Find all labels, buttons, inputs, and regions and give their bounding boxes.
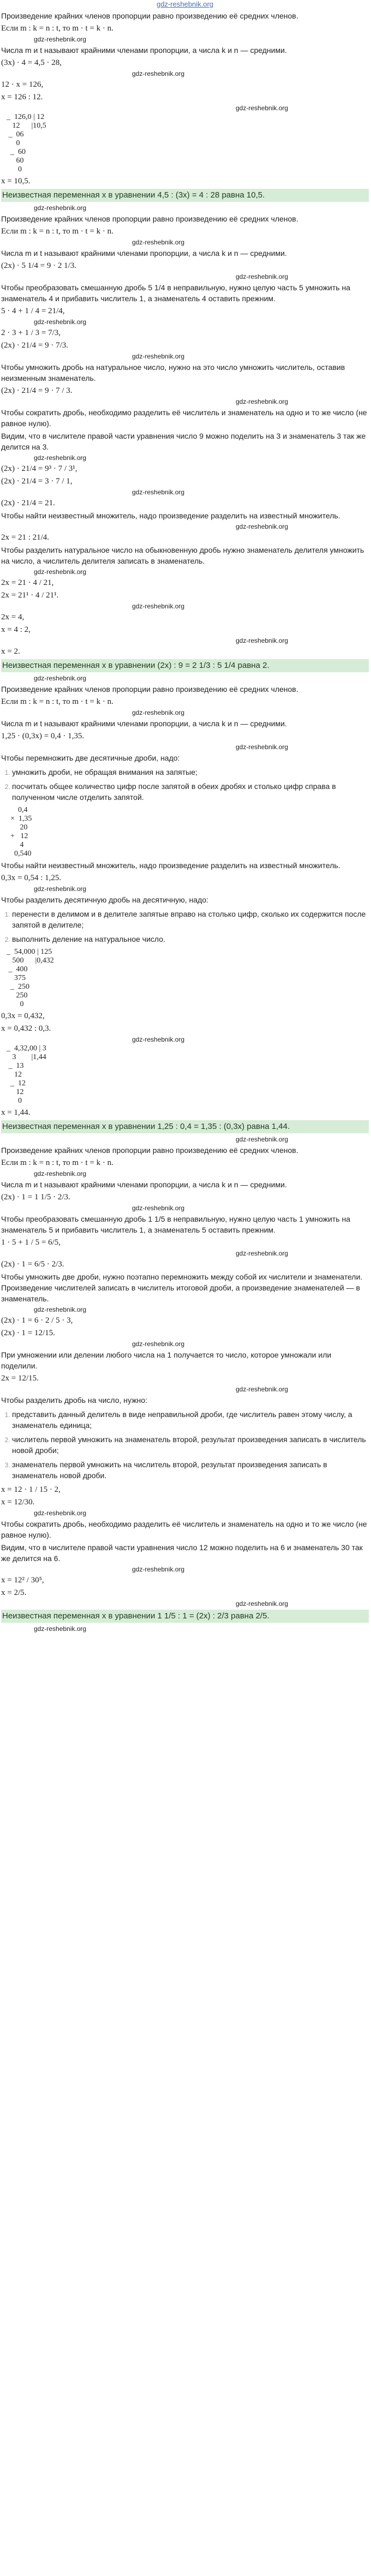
text-line: Произведение крайних членов пропорции равно произведению её средних членов. — [1, 214, 298, 223]
text-line: Чтобы перемножить две десятичные дроби, надо: — [1, 754, 180, 762]
watermark: gdz-reshebnik.org — [236, 398, 289, 405]
text-line: Числа m и t называют крайними членами пропорции, а числа k и n — средними. — [1, 719, 287, 728]
watermark: gdz-reshebnik.org — [34, 1306, 87, 1313]
math-line: (2x) · 21/4 = 3 · 7 / 1, — [1, 477, 73, 486]
watermark: gdz-reshebnik.org — [132, 488, 185, 496]
watermark-row — [1, 743, 369, 751]
step-item: 1. умножить дроби, не обращая внимания на запятые; — [12, 767, 369, 778]
steps-list — [1, 767, 369, 803]
math-line: (2x) · 1 = 6 · 2 / 5 · 3, — [1, 1316, 73, 1325]
steps-list — [1, 909, 369, 945]
watermark: gdz-reshebnik.org — [236, 1385, 289, 1393]
solution-section — [1, 213, 369, 682]
math-line: x = 12 · 1 / 15 · 2, — [1, 1485, 61, 1494]
text-line: Видим, что в числителе правой части уравнения число 12 можно поделить на 6 и знаменатель 30 так же делится на 6. — [1, 1543, 363, 1563]
watermark: gdz-reshebnik.org — [236, 1135, 289, 1143]
watermark: gdz-reshebnik.org — [236, 1600, 289, 1607]
answer-banner: Неизвестная переменная x в уравнении 4,5 : (3x) = 4 : 28 равна 10,5. — [1, 189, 369, 202]
watermark: gdz-reshebnik.org — [236, 104, 289, 112]
watermark-row — [1, 1135, 369, 1143]
watermark: gdz-reshebnik.org — [34, 454, 87, 462]
watermark: gdz-reshebnik.org — [236, 1250, 289, 1257]
watermark-row — [1, 352, 369, 360]
watermark-row — [1, 204, 369, 212]
math-line: Если m : k = n : t, то m · t = k · n. — [1, 227, 113, 236]
step-item: 2. выполнить деление на натуральное число. — [12, 934, 369, 945]
watermark-row — [1, 488, 369, 496]
text-line: Чтобы найти неизвестный множитель, надо произведение разделить на известный множитель. — [1, 511, 340, 520]
text-line: Чтобы разделить десятичную дробь на десятичную, надо: — [1, 895, 208, 904]
text-line: Чтобы умножить две дроби, нужно поэтапно перемножить между собой их числители и знаменатели. Произведение числителей записать в числитель итоговой дроби, а произведение знаменателей — в знаменатель. — [1, 1272, 363, 1303]
watermark: gdz-reshebnik.org — [236, 637, 289, 644]
text-line: Произведение крайних членов пропорции равно произведению её средних членов. — [1, 11, 298, 20]
watermark-row — [1, 523, 369, 530]
math-line: (2x) · 1 = 12/15. — [1, 1329, 55, 1337]
watermark: gdz-reshebnik.org — [132, 602, 185, 610]
watermark-row — [1, 398, 369, 405]
watermark-row — [1, 318, 369, 326]
math-line: 2x = 21 : 21/4. — [1, 533, 50, 542]
watermark-row — [1, 1204, 369, 1212]
math-line: x = 126 : 12. — [1, 93, 43, 101]
math-line: 1,25 · (0,3x) = 0,4 · 1,35. — [1, 732, 85, 740]
watermark: gdz-reshebnik.org — [34, 318, 87, 326]
watermark-row — [1, 1340, 369, 1348]
watermark: gdz-reshebnik.org — [132, 1340, 185, 1348]
math-line: 12 · x = 126, — [1, 80, 44, 89]
math-line: (2x) · 21/4 = 21. — [1, 499, 55, 507]
text-line: Чтобы умножить дробь на натуральное число, нужно на это число умножить числитель, оставив неизменным знаменатель. — [1, 363, 345, 382]
step-item: 3. знаменатель первой умножить на числитель второй, результат произведения записать в знаменатель новой дроби. — [12, 1459, 369, 1481]
text-line: При умножении или делении любого числа на 1 получается то число, которое умножали или поделили. — [1, 1350, 332, 1370]
watermark-row — [1, 70, 369, 77]
text-line: Чтобы сократить дробь, необходимо разделить её числитель и знаменатель на одно и то же число (не равное нулю). — [1, 1520, 367, 1539]
solution-section — [1, 684, 369, 1143]
watermark: gdz-reshebnik.org — [132, 1204, 185, 1212]
solution-content — [1, 10, 369, 1633]
math-line: 2x = 4, — [1, 613, 25, 621]
math-line: Если m : k = n : t, то m · t = k · n. — [1, 697, 113, 706]
watermark: gdz-reshebnik.org — [132, 70, 185, 77]
text-line: Числа m и t называют крайними членами пропорции, а числа k и n — средними. — [1, 46, 287, 55]
answer-banner: Неизвестная переменная x в уравнении 1,25 : 0,4 = 1,35 : (0,3x) равна 1,44. — [1, 1120, 369, 1133]
watermark: gdz-reshebnik.org — [34, 35, 87, 43]
text-line: Чтобы преобразовать смешанную дробь 5 1/4 в неправильную, нужно целую часть 5 умножить на знаменатель 4 и прибавить числитель 1, а знаменатель 4 оставить прежним. — [1, 283, 350, 303]
watermark-row — [1, 1625, 369, 1633]
watermark-row — [1, 1600, 369, 1607]
math-line: 0,3x = 0,432, — [1, 1012, 45, 1020]
watermark: gdz-reshebnik.org — [34, 1625, 87, 1633]
math-line: (3x) · 4 = 4,5 · 28, — [1, 58, 62, 67]
watermark-row — [1, 454, 369, 462]
watermark-row — [1, 238, 369, 246]
math-line: (2x) · 21/4 = 9 · 7 / 3. — [1, 386, 73, 395]
watermark: gdz-reshebnik.org — [34, 204, 87, 212]
step-item: 2. посчитать общее количество цифр после запятой в обеих дробях и столько цифр справа в полученном числе отделить запятой. — [12, 781, 369, 803]
solution-section — [1, 10, 369, 212]
answer-banner: Неизвестная переменная x в уравнении 1 1/5 : 1 = (2x) : 2/3 равна 2/5. — [1, 1610, 369, 1623]
watermark: gdz-reshebnik.org — [132, 352, 185, 360]
math-line: x = 4 : 2, — [1, 625, 31, 634]
math-line: 2x = 21 · 4 / 21, — [1, 578, 54, 587]
text-line: Видим, что в числителе правой части уравнения число 9 можно поделить на 3 и знаменатель 3 так же делится на 3. — [1, 432, 366, 451]
watermark-row — [1, 1170, 369, 1178]
math-line: 1 · 5 + 1 / 5 = 6/5, — [1, 1238, 61, 1247]
watermark: gdz-reshebnik.org — [236, 273, 289, 280]
multiplication-block: 0,4 × 1,35 20 + 12 4 0,540 — [10, 806, 32, 858]
watermark-row — [1, 1036, 369, 1043]
math-line: x = 2. — [1, 647, 20, 656]
result-line: x = 10,5. — [1, 177, 31, 186]
watermark-row — [1, 35, 369, 43]
steps-list — [1, 1409, 369, 1481]
text-line: Числа m и t называют крайними членами пропорции, а числа k и n — средними. — [1, 1180, 287, 1189]
text-line: Произведение крайних членов пропорции равно произведению её средних членов. — [1, 685, 298, 694]
step-item: 2. числитель первой умножить на знаменатель второй, результат произведения записать в числитель новой дроби; — [12, 1434, 369, 1456]
watermark: gdz-reshebnik.org — [34, 568, 87, 576]
watermark-row — [1, 602, 369, 610]
math-line: (2x) · 1 = 1 1/5 · 2/3. — [1, 1193, 70, 1202]
math-line: x = 12/30. — [1, 1498, 35, 1507]
watermark-row — [1, 885, 369, 893]
watermark-row — [1, 709, 369, 716]
long-division: _ 54,000 | 125 500 |0,432 _ 400 375 _ 250 250 0 — [7, 948, 54, 1008]
watermark-row — [1, 1509, 369, 1517]
long-division: _ 126,0 | 12 12 |10,5 _ 06 0 _ 60 60 0 — [7, 113, 46, 174]
text-line: Чтобы преобразовать смешанную дробь 1 1/5 в неправильную, нужно целую часть 1 умножить на знаменатель 5 и прибавить числитель 1, а знаменатель 5 оставить прежним. — [1, 1215, 350, 1234]
text-line: Чтобы сократить дробь, необходимо разделить её числитель и знаменатель на одно и то же число (не равное нулю). — [1, 408, 367, 428]
watermark: gdz-reshebnik.org — [132, 238, 185, 246]
text-line: Чтобы найти неизвестный множитель, надо произведение разделить на известный множитель. — [1, 861, 340, 870]
result-line: x = 1,44. — [1, 1108, 31, 1117]
text-line: Чтобы разделить дробь на число, нужно: — [1, 1396, 147, 1404]
text-line: Произведение крайних членов пропорции равно произведению её средних членов. — [1, 1146, 298, 1155]
watermark-row — [1, 273, 369, 280]
watermark: gdz-reshebnik.org — [132, 709, 185, 716]
answer-banner: Неизвестная переменная x в уравнении (2x) : 9 = 2 1/3 : 5 1/4 равна 2. — [1, 659, 369, 672]
watermark: gdz-reshebnik.org — [236, 523, 289, 530]
watermark: gdz-reshebnik.org — [132, 1565, 185, 1573]
watermark: gdz-reshebnik.org — [132, 1036, 185, 1043]
watermark: gdz-reshebnik.org — [236, 743, 289, 751]
step-item: 1. перенести в делимом и в делителе запятые вправо на столько цифр, сколько их содержится после запятой в делителе; — [12, 909, 369, 930]
step-item: 1. представить данный делитель в виде неправильной дроби, где числитель равен этому числу, а знаменатель единица; — [12, 1409, 369, 1431]
math-line: x = 0,432 : 0,3. — [1, 1024, 51, 1033]
math-line: (2x) · 21/4 = 9 · 7/3. — [1, 341, 69, 350]
site-header[interactable]: gdz-reshebnik.org — [156, 0, 214, 8]
long-division: _ 4,32,00 | 3 3 |1,44 _ 13 12 _ 12 12 0 — [7, 1044, 46, 1105]
watermark-row — [1, 1306, 369, 1313]
watermark-row — [1, 568, 369, 576]
math-line: x = 12² / 30⁵, — [1, 1576, 44, 1585]
math-line: (2x) · 21/4 = 9³ · 7 / 3¹, — [1, 464, 77, 473]
text-line: Числа m и t называют крайними членами пропорции, а числа k и n — средними. — [1, 249, 287, 258]
math-line: Если m : k = n : t, то m · t = k · n. — [1, 1158, 113, 1167]
math-line: 2x = 21¹ · 4 / 21¹. — [1, 591, 59, 600]
watermark: gdz-reshebnik.org — [34, 674, 87, 682]
watermark-row — [1, 674, 369, 682]
watermark: gdz-reshebnik.org — [34, 1509, 87, 1517]
watermark-row — [1, 1565, 369, 1573]
math-line: (2x) · 5 1/4 = 9 · 2 1/3. — [1, 261, 77, 270]
watermark-row — [1, 1250, 369, 1257]
solution-section — [1, 1145, 369, 1633]
math-line: 2 · 3 + 1 / 3 = 7/3, — [1, 328, 61, 337]
math-line: 0,3x = 0,54 : 1,25. — [1, 874, 62, 882]
math-line: (2x) · 1 = 6/5 · 2/3. — [1, 1260, 64, 1269]
math-line: x = 2/5. — [1, 1588, 27, 1597]
math-line: 5 · 4 + 1 / 4 = 21/4, — [1, 307, 65, 315]
watermark-row — [1, 104, 369, 112]
text-line: Чтобы разделить натуральное число на обыкновенную дробь нужно знаменатель делителя умножить на число, а числитель делителя записать в знаменатель. — [1, 546, 364, 565]
math-line: Если m : k = n : t, то m · t = k · n. — [1, 24, 113, 33]
watermark: gdz-reshebnik.org — [34, 885, 87, 893]
watermark: gdz-reshebnik.org — [34, 1170, 87, 1178]
math-line: 2x = 12/15. — [1, 1374, 39, 1383]
watermark-row — [1, 1385, 369, 1393]
watermark-row — [1, 637, 369, 644]
